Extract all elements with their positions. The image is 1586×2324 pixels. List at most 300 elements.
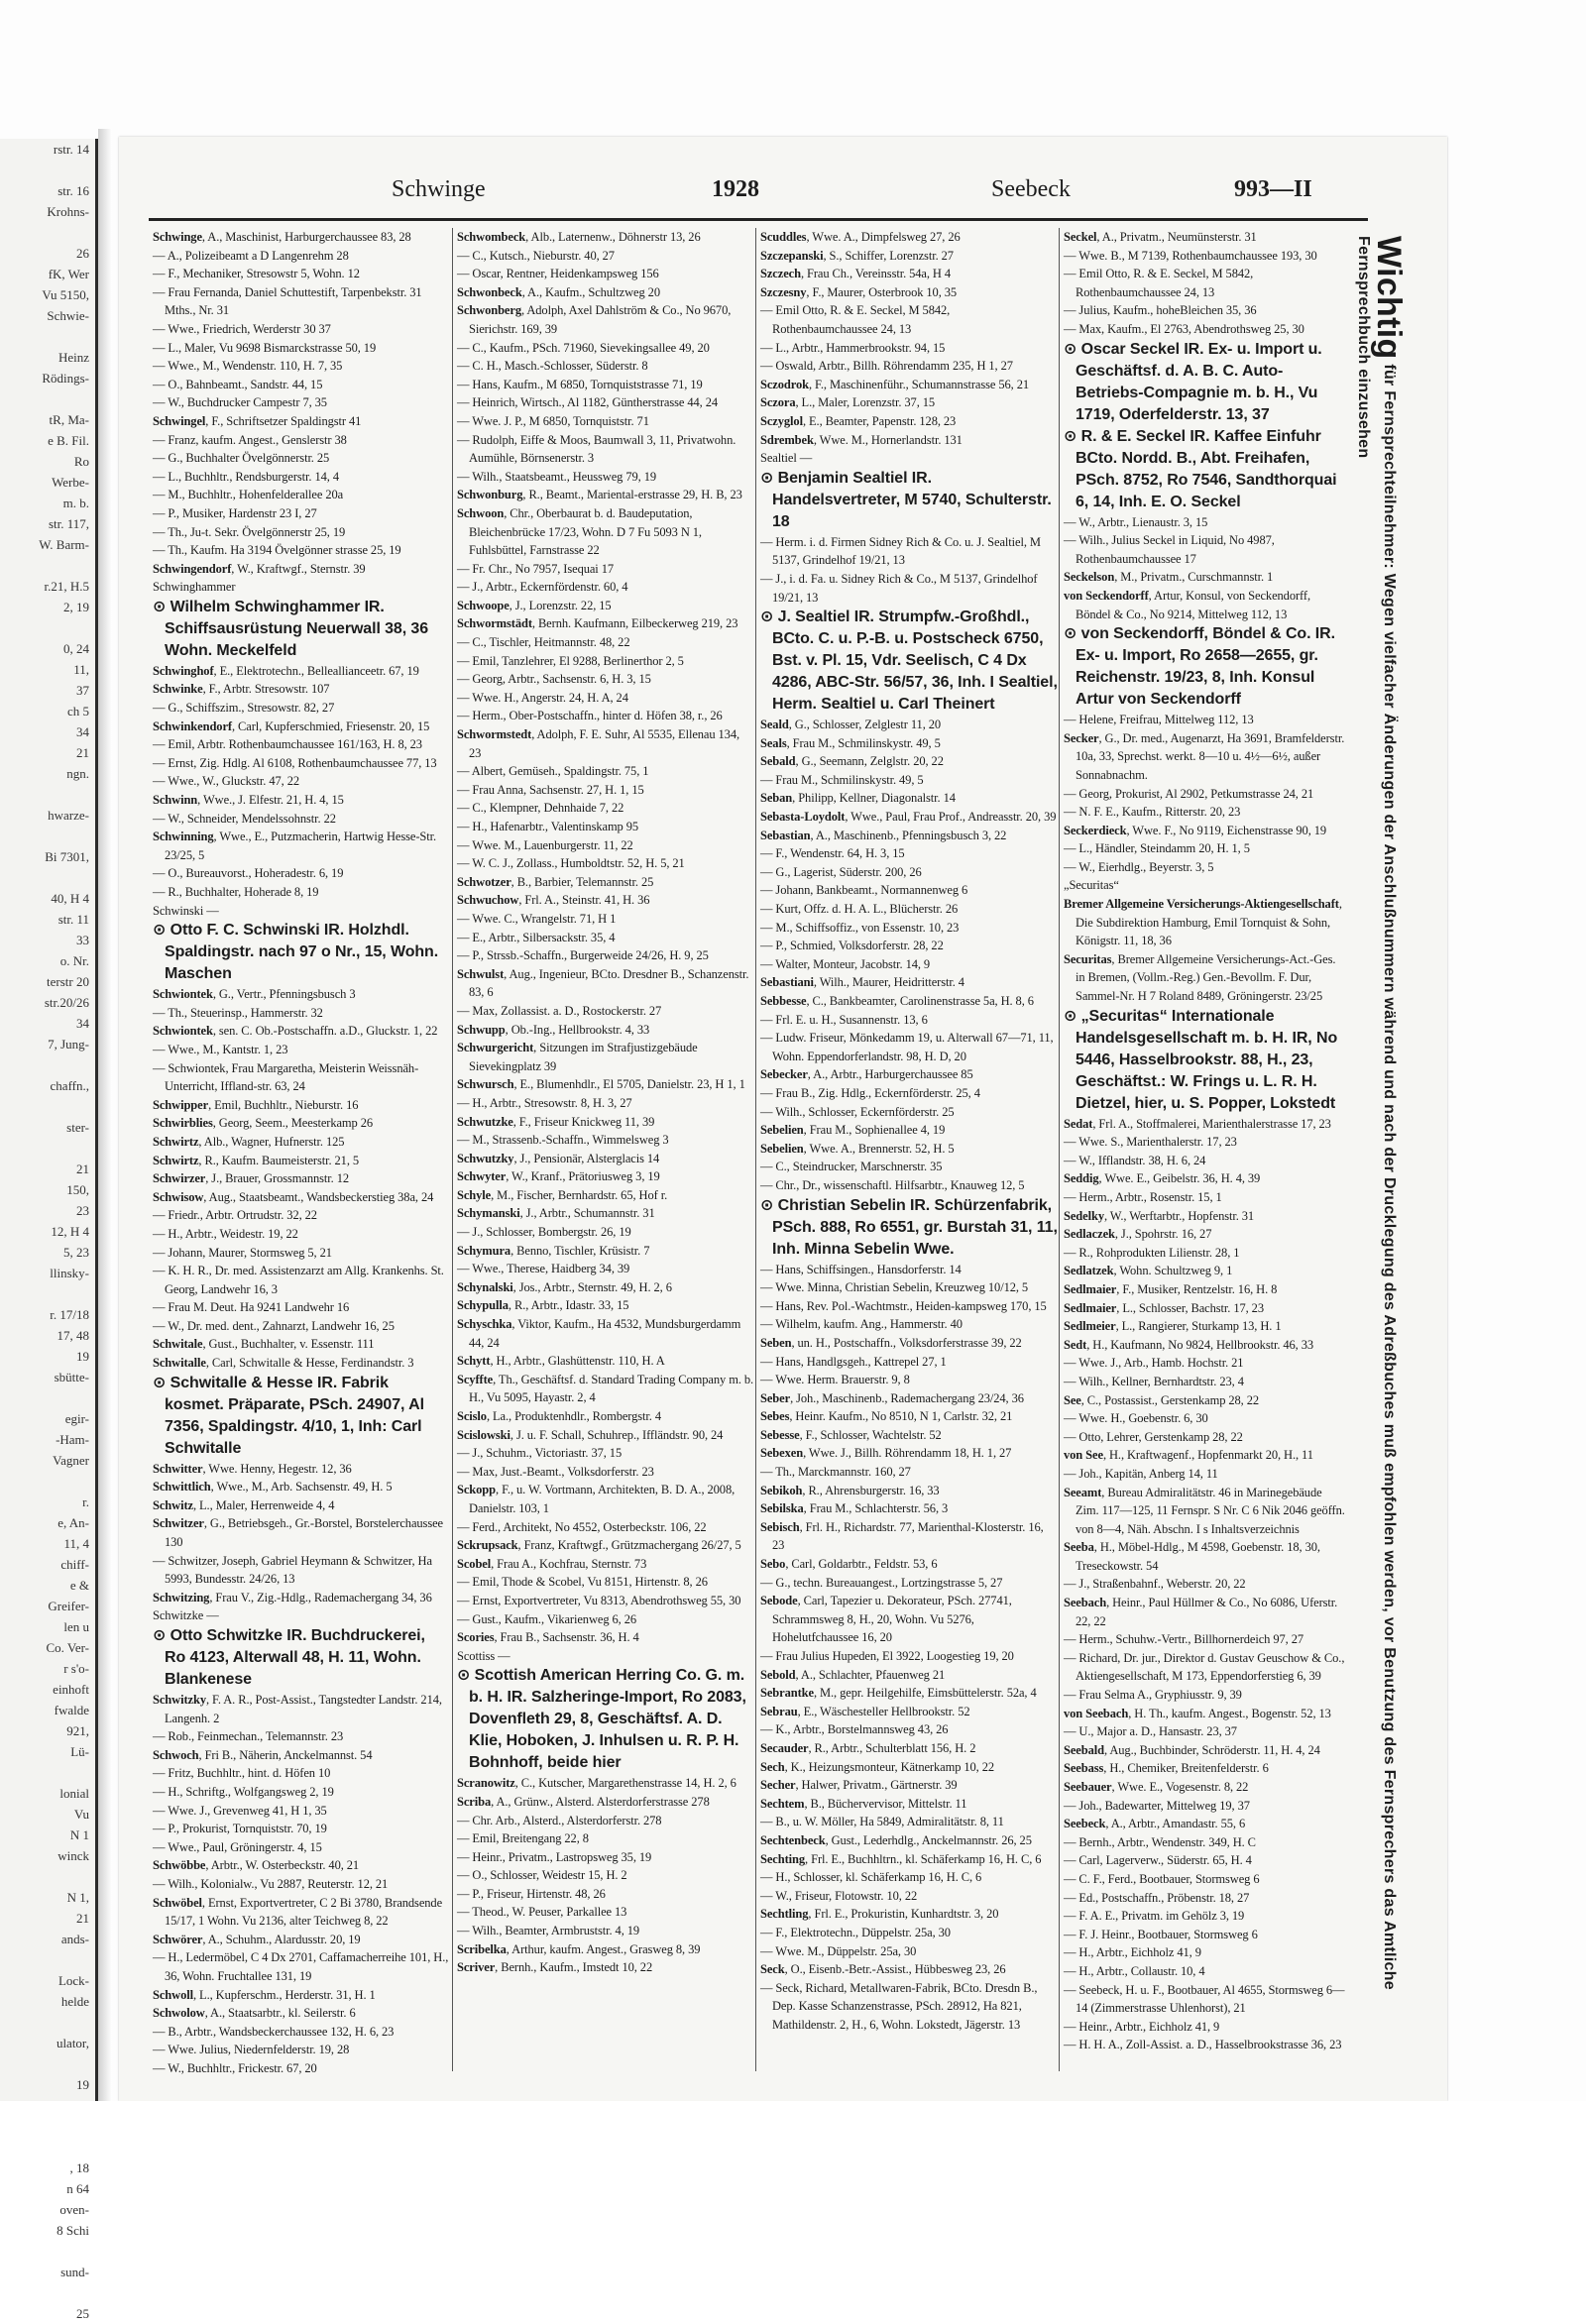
- directory-entry: — W., Buchdrucker Campestr 7, 35: [153, 395, 327, 410]
- directory-entry: — Wilh., Kellner, Bernhardtstr. 23, 4: [1064, 1374, 1244, 1388]
- directory-entry: — J., Schuhm., Victoriastr. 37, 15: [457, 1446, 623, 1461]
- directory-entry: — H., Arbtr., Stresowstr. 8, H. 3, 27: [457, 1095, 632, 1110]
- directory-entry: Schwirtz, R., Kaufm. Baumeisterstr. 21, 5: [153, 1153, 360, 1167]
- directory-entry: — Emil, Tanzlehrer, El 9288, Berlinerthor 2, 5: [457, 653, 684, 668]
- directory-entry: Sedlmaier, F., Musiker, Rentzelstr. 16, H. 8: [1064, 1281, 1278, 1296]
- prev-page-line: [0, 1387, 95, 1408]
- directory-entry: Seeba, H., Möbel-Hdlg., M 4598, Goebenstr. 18, 30, Treseckowstr. 54: [1064, 1540, 1320, 1573]
- directory-entry: Sebesse, F., Schlosser, Wachtelstr. 52: [760, 1427, 942, 1442]
- directory-entry: Schwitter, Wwe. Henny, Hegestr. 12, 36: [153, 1461, 352, 1476]
- directory-entry: Schwingel, F., Schriftsetzer Spaldingstr 41: [153, 413, 362, 428]
- prev-page-line: 8 Schi: [57, 2223, 89, 2238]
- directory-column-1: [153, 228, 450, 2075]
- directory-entry: — Georg, Arbtr., Sachsenstr. 6, H. 3, 15: [457, 672, 651, 687]
- prev-page-line: tR, Ma-: [49, 412, 89, 427]
- directory-entry: — Max, Zollassist. a. D., Rostockerstr. 27: [457, 1003, 662, 1018]
- directory-entry: Seebach, Heinr., Paul Hüllmer & Co., No 6086, Uferstr. 22, 22: [1064, 1596, 1338, 1628]
- directory-entry: Schwitalle, Carl, Schwitalle & Hesse, Ferdinandstr. 3: [153, 1356, 414, 1371]
- directory-entry: Szczech, Frau Ch., Vereinsstr. 54a, H 4: [760, 267, 952, 281]
- directory-entry: Sedat, Frl. A., Stoffmalerei, Marienthalerstrasse 17, 23: [1064, 1116, 1331, 1131]
- prev-page-line: [0, 1096, 95, 1117]
- directory-entry: — C., Kaufm., PSch. 71960, Sievekingsallee 49, 20: [457, 340, 710, 355]
- prev-page-line: Greifer-: [48, 1599, 89, 1613]
- directory-entry: — K., Arbtr., Borstelmannsweg 43, 26: [760, 1722, 949, 1737]
- directory-entry: — Hans, Rev. Pol.-Wachtmstr., Heiden-kampsweg 170, 15: [760, 1298, 1047, 1313]
- directory-entry: Schymanski, J., Arbtr., Schumannstr. 31: [457, 1206, 655, 1221]
- directory-entry: Sebold, A., Schlachter, Pfauenweg 21: [760, 1667, 946, 1682]
- prev-page-line: Co. Ver-: [46, 1640, 89, 1655]
- directory-entry: Scuddles, Wwe. A., Dimpfelsweg 27, 26: [760, 230, 961, 244]
- prev-page-line: str. 117,: [48, 516, 89, 531]
- directory-entry: Schwipper, Emil, Buchhltr., Nieburstr. 16: [153, 1097, 359, 1112]
- directory-entry: Seddig, Wwe. E., Geibelstr. 36, H. 4, 39: [1064, 1171, 1261, 1186]
- directory-entry: Sebastiani, Wilh., Maurer, Heidritterstr. 4: [760, 975, 964, 990]
- prev-page-line: r s'o-: [63, 1661, 89, 1676]
- directory-entry: — Wwe., W., Gluckstr. 47, 22: [153, 774, 300, 789]
- directory-entry: ⊙ J. Sealtiel IR. Strumpfw.-Großhdl., BCto. C. u. P.-B. u. Postscheck 6750, Bst. v. Pl. 15, Vdr. Seelisch, C 4 Dx 4286, ABC-Str. 56/57, 36, Inh. I Sealtiel, Herm. Sealtiel u. Carl Theinert: [760, 609, 1058, 714]
- prev-page-line: [0, 160, 95, 180]
- directory-entry: — Herm., Schuhw.-Vertr., Billhornerdeich 97, 27: [1064, 1632, 1304, 1647]
- directory-entry: — Wwe. J. P., M 6850, Tornquiststr. 71: [457, 413, 649, 428]
- directory-entry: — Wwe. S., Marienthalerstr. 17, 23: [1064, 1135, 1237, 1150]
- prev-page-line: [0, 222, 95, 243]
- directory-entry: — Bernh., Arbtr., Wendenstr. 349, H. C: [1064, 1834, 1256, 1849]
- directory-entry: — H., Arbtr., Weidestr. 19, 22: [153, 1226, 298, 1241]
- directory-entry: — E., Arbtr., Silbersackstr. 35, 4: [457, 930, 616, 944]
- prev-page-line: winck: [57, 1848, 89, 1863]
- directory-column-3: [755, 228, 1058, 2071]
- directory-entry: — Schwitzer, Joseph, Gabriel Heymann & Schwitzer, Ha 5993, Bundesstr. 24/26, 13: [153, 1553, 432, 1587]
- directory-entry: Sechting, Frl. E., Buchhltrn., kl. Schäferkamp 16, H. C, 6: [760, 1851, 1042, 1866]
- prev-page-line: e &: [69, 1578, 89, 1593]
- prev-page-line: Rödings-: [42, 371, 89, 386]
- directory-entry: Scislowski, J. u. F. Schall, Schuhrep., Iffländstr. 90, 24: [457, 1427, 724, 1442]
- directory-entry: — G., Buchhalter Övelgönnerstr. 25: [153, 451, 330, 466]
- directory-entry: — Joh., Badewarter, Mittelweg 19, 37: [1064, 1798, 1250, 1813]
- prev-page-line: fwalde: [54, 1703, 89, 1717]
- prev-page-line: -Ham-: [56, 1432, 89, 1447]
- directory-entry: See, C., Postassist., Gerstenkamp 28, 22: [1064, 1392, 1260, 1407]
- directory-entry: — J., Schlosser, Bombergstr. 26, 19: [457, 1225, 631, 1240]
- directory-entry: — Wwe. H., Angerstr. 24, H. A, 24: [457, 690, 628, 705]
- directory-entry: Scriba, A., Grünw., Alsterd. Alsterdorferstrasse 278: [457, 1794, 710, 1809]
- directory-entry: — Frau Julius Hupeden, El 3922, Loogestieg 19, 20: [760, 1649, 1014, 1663]
- directory-entry: Sebald, G., Seemann, Zelglstr. 20, 22: [760, 754, 944, 769]
- directory-entry: — P., Musiker, Hardenstr 23 I, 27: [153, 505, 317, 520]
- directory-entry: — O., Bahnbeamt., Sandstr. 44, 15: [153, 377, 323, 391]
- prev-page-line: o. Nr.: [59, 953, 89, 968]
- directory-entry: — Frau B., Zig. Hdlg., Eckernförderstr. 25, 4: [760, 1085, 980, 1100]
- directory-entry: Schwoch, Fri B., Näherin, Anckelmannst. 54: [153, 1747, 373, 1762]
- prev-page-line: ster-: [66, 1120, 89, 1135]
- directory-entry: Sdrembek, Wwe. M., Hornerlandstr. 131: [760, 432, 963, 447]
- directory-entry: ⊙ Christian Sebelin IR. Schürzenfabrik, PSch. 888, Ro 6551, gr. Burstah 31, 11, Inh. Minna Sebelin Wwe.: [760, 1196, 1058, 1258]
- prev-page-line: 34: [76, 724, 89, 739]
- directory-entry: Schyschka, Viktor, Kaufm., Ha 4532, Mundsburgerdamm 44, 24: [457, 1317, 741, 1350]
- directory-entry: Schwitale, Gust., Buchhalter, v. Essenstr. 111: [153, 1337, 375, 1352]
- prev-page-line: N 1: [69, 1827, 89, 1842]
- directory-entry: — Ed., Postschaffn., Pröbenstr. 18, 27: [1064, 1890, 1250, 1905]
- directory-entry: Sedt, H., Kaufmann, No 9824, Hellbrookstr. 46, 33: [1064, 1337, 1314, 1352]
- directory-entry: — L., Händler, Steindamm 20, H. 1, 5: [1064, 841, 1250, 856]
- directory-entry: ⊙ Otto F. C. Schwinski IR. Holzhdl. Spaldingstr. nach 97 o Nr., 15, Wohn. Maschen: [153, 922, 439, 983]
- directory-entry: ⊙ Scottish American Herring Co. G. m. b. H. IR. Salzheringe-Import, Ro 2083, Dovenfleth 29, 8, Geschäftsf. A. D. Klie, Hoboken, J. Inhulsen u. R. P. H. Bohnhoff, beide hier: [457, 1667, 746, 1772]
- directory-entry: — Seck, Richard, Metallwaren-Fabrik, BCto. Dresdn B., Dep. Kasse Schanzenstrasse, PSch. 28912, Ha 821, Mathildenstr. 2, H., 6, Wohn. Lokstedt, Jägerstr. 13: [760, 1980, 1038, 2032]
- directory-entry: — Frl. E. u. H., Susannenstr. 13, 6: [760, 1012, 928, 1027]
- directory-entry: — L., Maler, Vu 9698 Bismarckstrasse 50, 19: [153, 340, 377, 355]
- directory-entry: — Wwe., M., Wendenstr. 110, H. 7, 35: [153, 359, 343, 374]
- directory-entry: — Fritz, Buchhltr., hint. d. Höfen 10: [153, 1766, 331, 1781]
- directory-entry: — Wilh., Beamter, Armbruststr. 4, 19: [457, 1924, 640, 1938]
- prev-page-line: r.: [82, 1494, 89, 1509]
- directory-entry: — C., Steindrucker, Marschnerstr. 35: [760, 1160, 943, 1174]
- directory-entry: Schwuchow, Frl. A., Steinstr. 41, H. 36: [457, 893, 650, 908]
- prev-page-line: Krohns-: [47, 204, 89, 219]
- directory-entry: — H., Arbtr., Eichholz 41, 9: [1064, 1945, 1201, 1960]
- directory-entry: Schwöbbe, Arbtr., W. Osterbeckstr. 40, 21: [153, 1858, 360, 1873]
- directory-entry: Schwursch, E., Blumenhdlr., El 5705, Danielstr. 23, H 1, 1: [457, 1077, 745, 1092]
- directory-entry: — Julius, Kaufm., hoheBleichen 35, 36: [1064, 303, 1257, 318]
- prev-page-line: Werbe-: [52, 475, 89, 490]
- previous-page-edge: [0, 139, 98, 2321]
- directory-entry: ⊙ Oscar Seckel IR. Ex- u. Import u. Geschäftsf. d. A. B. C. Auto-Betriebs-Compagnie m. b. H., Vu 1719, Oderfelderstr. 13, 37: [1064, 340, 1322, 423]
- prev-page-line: [0, 617, 95, 638]
- directory-entry: Sebelien, Frau M., Sophienallee 4, 19: [760, 1123, 946, 1138]
- directory-entry: Schwinke, F., Arbtr. Stresowstr. 107: [153, 682, 330, 697]
- prev-page-line: Ro: [73, 454, 89, 469]
- prev-page-line: Lock-: [57, 1973, 89, 1988]
- directory-entry: Schwoope, J., Lorenzstr. 22, 15: [457, 598, 612, 612]
- directory-entry: Schwinghammer: [153, 580, 236, 595]
- directory-entry: Sechtenbeck, Gust., Lederhdlg., Anckelmannstr. 26, 25: [760, 1832, 1032, 1847]
- directory-entry: ⊙ von Seckendorff, Böndel & Co. IR. Ex- u. Import, Ro 2658—2655, gr. Reichenstr. 19/23, 8, Inh. Konsul Artur von Seckendorff: [1064, 625, 1335, 709]
- directory-entry: — Carl, Lagerverw., Süderstr. 65, H. 4: [1064, 1853, 1252, 1868]
- side-notice-text: für Fernsprechteilnehmer: Wegen vielfacher Änderungen der Anschlußnummern während und nach der Drucklegung des Adreßbuches muß empfohlen werden, vor Benutzung des Fernsprechers das Amtliche Fernsprechbuch einzusehen: [1355, 236, 1398, 1991]
- directory-entry: Seckel, A., Privatm., Neumünsterstr. 31: [1064, 230, 1257, 244]
- directory-entry: Securitas, Bremer Allgemeine Versicherungs-Act.-Ges. in Bremen, (Vollm.-Reg.) Gen.-Bevollm. F. Dur, Sammel-Nr. H 7 Roland 8489, Gröningerstr. 23/25: [1064, 951, 1336, 1004]
- prev-page-line: 23: [76, 1203, 89, 1218]
- directory-entry: Sebes, Heinr. Kaufm., No 8510, N 1, Carlstr. 32, 21: [760, 1409, 1013, 1424]
- directory-entry: Schwöbel, Ernst, Exportvertreter, C 2 Bi 3780, Brandsende 15/17, 1 Wohn. Vu 2136, alter Teichweg 8, 22: [153, 1895, 443, 1929]
- prev-page-line: [0, 1471, 95, 1492]
- directory-entry: Schwutzky, J., Pensionär, Alsterglacis 14: [457, 1151, 660, 1165]
- directory-entry: — H., Hafenarbtr., Valentinskamp 95: [457, 820, 639, 833]
- directory-entry: Seeamt, Bureau Admiralitätstr. 46 in Marinegebäude Zim. 117—125, 11 Fernspr. S Nr. C 6 Nik 2046 geöffn. von 8—4, Näh. Abschn. I s Inhaltsverzeichnis: [1064, 1485, 1345, 1536]
- directory-entry: — Max, Just.-Beamt., Volksdorferstr. 23: [457, 1464, 654, 1479]
- directory-entry: Schwurgericht, Sitzungen im Strafjustizgebäude Sievekingplatz 39: [457, 1041, 698, 1073]
- directory-entry: — Schwiontek, Frau Margaretha, Meisterin Weissnäh- Unterricht, Iffland-str. 63, 24: [153, 1060, 419, 1094]
- directory-entry: — Herm., Ober-Postschaffn., hinter d. Höfen 38, r., 26: [457, 709, 723, 723]
- prev-page-line: 25: [76, 2306, 89, 2321]
- directory-entry: Sebexen, Wwe. J., Billh. Röhrendamm 18, H. 1, 27: [760, 1446, 1012, 1461]
- directory-entry: Schwirtz, Alb., Wagner, Hufnerstr. 125: [153, 1134, 345, 1149]
- prev-page-line: 21: [76, 1911, 89, 1926]
- directory-entry: Schwonbeck, A., Kaufm., Schultzweg 20: [457, 284, 660, 299]
- directory-entry: Seckerdieck, Wwe. F., No 9119, Eichenstrasse 90, 19: [1064, 823, 1327, 837]
- directory-entry: Schynalski, Jos., Arbtr., Sternstr. 49, H. 2, 6: [457, 1279, 672, 1294]
- directory-entry: — Wwe. J., Grevenweg 41, H 1, 35: [153, 1803, 327, 1818]
- directory-entry: — J., Straßenbahnf., Weberstr. 20, 22: [1064, 1577, 1246, 1592]
- directory-entry: — Frau M., Schmilinskystr. 49, 5: [760, 772, 924, 787]
- prev-page-line: Vagner: [53, 1453, 89, 1468]
- directory-entry: — Wwe. Herm. Brauerstr. 9, 8: [760, 1373, 910, 1387]
- directory-entry: — Herm., Arbtr., Rosenstr. 15, 1: [1064, 1190, 1222, 1204]
- directory-entry: — O., Schlosser, Weidestr 15, H. 2: [457, 1868, 627, 1883]
- directory-entry: — H., Ledermöbel, C 4 Dx 2701, Caffamacherreihe 101, H., 36, Wohn. Fruchtallee 131, 19: [153, 1950, 449, 1983]
- directory-entry: — H. H. A., Zoll-Assist. a. D., Hasselbrookstrasse 36, 23: [1064, 2038, 1342, 2052]
- prev-page-line: [0, 1762, 95, 1783]
- prev-page-line: helde: [60, 1994, 89, 2009]
- directory-entry: — W., Eierhdlg., Beyerstr. 3, 5: [1064, 859, 1214, 874]
- directory-entry: — J., i. d. Fa. u. Sidney Rich & Co., M 5137, Grindelhof 19/21, 13: [760, 571, 1038, 605]
- prev-page-line: N 1,: [66, 1890, 89, 1905]
- directory-entry: Sedlmeier, L., Rangierer, Sturkamp 13, H. 1: [1064, 1319, 1282, 1334]
- directory-entry: — Wwe. J., Arb., Hamb. Hochstr. 21: [1064, 1356, 1244, 1371]
- directory-entry: Schwingendorf, W., Kraftwgf., Sternstr. 39: [153, 561, 366, 576]
- directory-entry: — Emil Otto, R. & E. Seckel, M 5842, Rothenbaumchaussee 24, 13: [760, 303, 951, 336]
- prev-page-line: 2, 19: [63, 600, 89, 614]
- prev-page-line: e, An-: [57, 1515, 89, 1530]
- directory-entry: — A., Polizeibeamt a D Langenrehm 28: [153, 248, 349, 263]
- directory-entry: Schwinski —: [153, 903, 219, 918]
- directory-entry: Schwitz, L., Maler, Herrenweide 4, 4: [153, 1497, 335, 1512]
- directory-entry: — Th., Steuerinsp., Hammerstr. 32: [153, 1005, 323, 1020]
- directory-entry: Schwormstedt, Adolph, F. E. Suhr, Al 5535, Ellenau 134, 23: [457, 727, 740, 760]
- directory-entry: Sechtling, Frl. E., Prokuristin, Kunhardtstr. 3, 20: [760, 1907, 999, 1922]
- prev-page-line: Bi 7301,: [45, 849, 89, 864]
- prev-page-line: str. 11: [57, 912, 89, 927]
- prev-page-line: llinsky-: [50, 1266, 89, 1280]
- directory-entry: — Otto, Lehrer, Gerstenkamp 28, 22: [1064, 1429, 1243, 1444]
- directory-entry: Schyle, M., Fischer, Bernhardstr. 65, Hof r.: [457, 1187, 668, 1202]
- prev-page-line: Vu: [73, 1807, 89, 1822]
- directory-entry: Schytt, H., Arbtr., Glashüttenstr. 110, H. A: [457, 1354, 665, 1369]
- directory-entry: Schwiontek, G., Vertr., Pfenningsbusch 3: [153, 987, 356, 1002]
- directory-entry: — M., Schiffsoffiz., von Essenstr. 10, 23: [760, 920, 960, 935]
- directory-entry: „Securitas“: [1064, 878, 1119, 893]
- directory-entry: — C. H., Masch.-Schlosser, Süderstr. 8: [457, 359, 648, 374]
- prev-page-line: [0, 2012, 95, 2033]
- directory-entry: — H., Schriftg., Wolfgangsweg 2, 19: [153, 1784, 334, 1799]
- directory-entry: — Rob., Feinmechan., Telemannstr. 23: [153, 1729, 344, 1744]
- directory-entry: ⊙ „Securitas“ Internationale Handelsgesellschaft m. b. H. IR, No 5446, Hasselbrookstr. 88, H., 23, Geschäftst.: W. Frings u. L. R. H. Dietzel, hier, u. S. Popper, Lokstedt: [1064, 1007, 1338, 1112]
- directory-entry: — L., Arbtr., Hammerbrookstr. 94, 15: [760, 340, 946, 355]
- directory-entry: — Ernst, Exportvertreter, Vu 8313, Abendrothsweg 55, 30: [457, 1593, 741, 1607]
- prev-page-line: str. 16: [57, 183, 89, 198]
- prev-page-line: [0, 1866, 95, 1887]
- page-header: [119, 176, 1447, 216]
- directory-entry: — C. F., Ferd., Bootbauer, Stormsweg 6: [1064, 1871, 1260, 1886]
- prev-page-line: ngn.: [66, 766, 89, 781]
- directory-entry: — Hans, Kaufm., M 6850, Tornquiststrasse 71, 19: [457, 377, 703, 391]
- directory-entry: Secher, Halwer, Privatm., Gärtnerstr. 39: [760, 1778, 958, 1793]
- directory-entry: — Heinrich, Wirtsch., Al 1182, Güntherstrasse 44, 24: [457, 395, 719, 410]
- directory-entry: — Emil, Thode & Scobel, Vu 8151, Hirtenstr. 8, 26: [457, 1575, 708, 1590]
- directory-entry: — P., Friseur, Hirtenstr. 48, 26: [457, 1886, 606, 1901]
- prev-page-line: [0, 1283, 95, 1304]
- directory-entry: ⊙ R. & E. Seckel IR. Kaffee Einfuhr BCto. Nordd. B., Abt. Freihafen, PSch. 8752, Ro 7546, Sandthorquai 6, 14, Inh. E. O. Seckel: [1064, 427, 1337, 510]
- directory-entry: — W., Friseur, Flotowstr. 10, 22: [760, 1888, 918, 1903]
- directory-entry: Schwörer, A., Schuhm., Alardusstr. 20, 19: [153, 1932, 361, 1946]
- directory-entry: — R., Buchhalter, Hoherade 8, 19: [153, 885, 319, 899]
- directory-entry: — Wwe. M., Düppelstr. 25a, 30: [760, 1943, 917, 1958]
- directory-entry: — C., Klempner, Dehnhaide 7, 22: [457, 801, 624, 816]
- prev-page-line: [0, 2053, 95, 2074]
- directory-entry: Scories, Frau B., Sachsenstr. 36, H. 4: [457, 1630, 639, 1645]
- directory-entry: — Chr. Arb., Alsterd., Alsterdorferstr. 278: [457, 1813, 662, 1827]
- directory-entry: von Seebach, H. Th., kaufm. Angest., Bogenstr. 52, 13: [1064, 1706, 1331, 1720]
- directory-entry: — Wilh., Kolonialw., Vu 2887, Reuterstr. 12, 21: [153, 1876, 389, 1891]
- directory-entry: — N. F. E., Kaufm., Ritterstr. 20, 23: [1064, 805, 1241, 820]
- directory-entry: — R., Rohprodukten Lilienstr. 28, 1: [1064, 1245, 1240, 1260]
- prev-page-line: Lü-: [70, 1744, 89, 1759]
- directory-entry: — L., Buchhltr., Rendsburgerstr. 14, 4: [153, 469, 339, 484]
- directory-entry: Schwisow, Aug., Staatsbeamt., Wandsbeckerstieg 38a, 24: [153, 1189, 434, 1204]
- directory-page: [119, 137, 1447, 2101]
- scan-bottom-margin: [0, 2101, 1586, 2158]
- directory-entry: — Wwe., Therese, Haidberg 34, 39: [457, 1262, 630, 1276]
- prev-page-line: einhoft: [53, 1682, 89, 1697]
- directory-entry: von See, H., Kraftwagenf., Hopfenmarkt 20, H., 11: [1064, 1448, 1313, 1463]
- directory-entry: Szczesny, F., Maurer, Osterbrook 10, 35: [760, 284, 958, 299]
- directory-entry: — F., Elektrotechn., Düppelstr. 25a, 30: [760, 1925, 951, 1939]
- prev-page-line: e B. Fil.: [48, 433, 89, 448]
- directory-entry: — Heinr., Privatm., Lastropsweg 35, 19: [457, 1849, 652, 1864]
- directory-column-4: [1059, 228, 1345, 2071]
- prev-page-line: terstr 20: [47, 974, 89, 989]
- directory-entry: — F., Mechaniker, Stresowstr 5, Wohn. 12: [153, 267, 360, 281]
- directory-entry: Seals, Frau M., Schmilinskystr. 49, 5: [760, 735, 941, 750]
- directory-entry: Schwitzing, Frau V., Zig.-Hdlg., Rademachergang 34, 36: [153, 1590, 432, 1605]
- prev-page-line: lonial: [59, 1786, 89, 1801]
- directory-entry: — G., Lagerist, Süderstr. 200, 26: [760, 864, 922, 879]
- directory-entry: Szczepanski, S., Schiffer, Lorenzstr. 27: [760, 248, 954, 263]
- directory-entry: Sebrau, E., Wäschesteller Hellbrookstr. 52: [760, 1704, 970, 1718]
- directory-entry: Scottiss —: [457, 1648, 510, 1663]
- prev-page-line: [0, 2282, 95, 2303]
- directory-entry: — Franz, kaufm. Angest., Genslerstr 38: [153, 432, 347, 447]
- prev-page-line: [0, 826, 95, 846]
- page-gutter: [98, 129, 112, 2101]
- directory-entry: — H., Schlosser, kl. Schäferkamp 16, H. C, 6: [760, 1870, 982, 1885]
- directory-entry: Schwinge, A., Maschinist, Harburgerchaussee 83, 28: [153, 230, 411, 244]
- directory-entry: — G., Schiffszim., Stresowstr. 82, 27: [153, 701, 335, 716]
- prev-page-line: [0, 1138, 95, 1159]
- directory-entry: Schypulla, R., Arbtr., Idastr. 33, 15: [457, 1298, 629, 1313]
- directory-entry: ⊙ Otto Schwitzke IR. Buchdruckerei, Ro 4123, Alterwall 48, H. 11, Wohn. Blankenese: [153, 1627, 425, 1688]
- prev-page-line: 7, Jung-: [48, 1037, 89, 1051]
- prev-page-line: 11,: [73, 662, 89, 677]
- directory-entry: Schwupp, Ob.-Ing., Hellbrookstr. 4, 33: [457, 1022, 650, 1037]
- directory-entry: — Richard, Dr. jur., Direktor d. Gustav Geuschow & Co., Aktiengesellschaft, M 173, Eppendorferstieg 6, 39: [1064, 1650, 1345, 1684]
- directory-entry: — Wilhelm, kaufm. Ang., Hammerstr. 40: [760, 1317, 963, 1332]
- directory-entry: — P., Strssb.-Schaffn., Burgerweide 24/26, H. 9, 25: [457, 948, 709, 963]
- directory-entry: — Georg, Prokurist, Al 2902, Petkumstrasse 24, 21: [1064, 786, 1314, 801]
- prev-page-line: [0, 2241, 95, 2262]
- directory-entry: — B., Arbtr., Wandsbeckerchaussee 132, H. 6, 23: [153, 2024, 395, 2039]
- prev-page-line: [0, 555, 95, 576]
- directory-entry: Schwoon, Chr., Oberbaurat b. d. Baudeputation, Bleichenbrücke 17/23, Wohn. D 7 Fu 5093 N 1, Fuhlsbüttel, Farnstrasse 22: [457, 505, 702, 558]
- prev-page-line: 34: [76, 1016, 89, 1031]
- prev-page-line: rstr. 14: [53, 142, 89, 157]
- directory-entry: Scribelka, Arthur, kaufm. Angest., Grasweg 8, 39: [457, 1941, 701, 1956]
- prev-page-line: n 64: [66, 2181, 89, 2196]
- directory-entry: Sebelien, Wwe. A., Brennerstr. 52, H. 5: [760, 1141, 955, 1156]
- directory-entry: Schymura, Benno, Tischler, Krüsistr. 7: [457, 1243, 650, 1258]
- prev-page-line: [0, 784, 95, 805]
- directory-entry: Sebisch, Frl. H., Richardstr. 77, Marienthal-Klosterstr. 16, 23: [760, 1519, 1044, 1553]
- directory-entry: — Fr. Chr., No 7957, Isequai 17: [457, 561, 615, 576]
- prev-page-line: chaffn.,: [50, 1078, 89, 1093]
- directory-entry: — W., Dr. med. dent., Zahnarzt, Landwehr 16, 25: [153, 1318, 395, 1333]
- prev-page-line: 33: [76, 933, 89, 947]
- directory-entry: Schwoll, L., Kupferschm., Herderstr. 31, H. 1: [153, 1987, 376, 2002]
- prev-page-line: 11, 4: [63, 1536, 89, 1551]
- directory-entry: — O., Bureauvorst., Hoheradestr. 6, 19: [153, 866, 344, 881]
- directory-entry: Schwinghof, E., Elektrotechn., Belleallianceetr. 67, 19: [153, 663, 419, 678]
- directory-entry: — G., techn. Bureauangest., Lortzingstrasse 5, 27: [760, 1575, 1003, 1590]
- directory-entry: — Wilh., Julius Seckel in Liquid, No 4987, Rothenbaumchaussee 17: [1064, 533, 1275, 566]
- prev-page-line: Heinz: [57, 350, 89, 365]
- directory-entry: Schwitzke —: [153, 1608, 219, 1623]
- prev-page-line: [0, 388, 95, 409]
- directory-entry: — W., Arbtr., Lienaustr. 3, 15: [1064, 514, 1208, 529]
- directory-entry: Schwinn, Wwe., J. Elfestr. 21, H. 4, 15: [153, 793, 344, 808]
- directory-entry: Sedlaczek, J., Spohrstr. 16, 27: [1064, 1227, 1212, 1242]
- directory-entry: ⊙ Benjamin Sealtiel IR. Handelsvertreter, M 5740, Schulterstr. 18: [760, 469, 1052, 530]
- directory-entry: Schwolow, A., Staatsarbtr., kl. Seilerstr. 6: [153, 2006, 356, 2021]
- directory-entry: — K. H. R., Dr. med. Assistenzarzt am Allg. Krankenhs. St. Georg, Landwehr 16, 3: [153, 1264, 444, 1296]
- directory-entry: — W., Schneider, Mendelssohnstr. 22: [153, 811, 336, 826]
- directory-entry: — Rudolph, Eiffe & Moos, Baumwall 3, 11, Privatwohn. Aumühle, Börnsenerstr. 3: [457, 432, 736, 466]
- directory-entry: Sczodrok, F., Maschinenführ., Schumannstrasse 56, 21: [760, 377, 1029, 391]
- directory-entry: — Th., Marckmannstr. 160, 27: [760, 1465, 911, 1480]
- prev-page-line: Schwie-: [47, 308, 89, 323]
- directory-entry: — Wwe. H., Goebenstr. 6, 30: [1064, 1411, 1208, 1426]
- directory-entry: Scranowitz, C., Kutscher, Margarethenstrasse 14, H. 2, 6: [457, 1776, 736, 1791]
- directory-entry: Sebastian, A., Maschinenb., Pfenningsbusch 3, 22: [760, 828, 1007, 842]
- prev-page-line: 19: [76, 2077, 89, 2092]
- directory-entry: Sealtiel —: [760, 451, 813, 466]
- prev-page-line: Vu 5150,: [42, 287, 89, 302]
- directory-entry: — Wwe. B., M 7139, Rothenbaumchaussee 193, 30: [1064, 248, 1317, 263]
- directory-entry: Secauder, R., Arbtr., Schulterblatt 156, H. 2: [760, 1740, 976, 1755]
- directory-entry: — Joh., Kapitän, Anberg 14, 11: [1064, 1466, 1218, 1481]
- directory-entry: — Wwe. Julius, Niedernfelderstr. 19, 28: [153, 2043, 350, 2057]
- directory-entry: Bremer Allgemeine Versicherungs-Aktiengesellschaft, Die Subdirektion Hamburg, Emil Tornquist & Sohn, Königstr. 11, 18, 36: [1064, 897, 1342, 948]
- directory-entry: — Ernst, Zig. Hdlg. Al 6108, Rothenbaumchaussee 77, 13: [153, 755, 437, 770]
- side-notice-heading: Wichtig: [1370, 236, 1408, 360]
- directory-entry: Schwinkendorf, Carl, Kupferschmied, Friesenstr. 20, 15: [153, 719, 430, 733]
- directory-entry: — H., Arbtr., Collaustr. 10, 4: [1064, 1963, 1205, 1978]
- prev-page-line: chiff-: [60, 1557, 89, 1572]
- directory-entry: — Emil, Arbtr. Rothenbaumchaussee 161/163, H. 8, 23: [153, 737, 422, 752]
- directory-entry: Sebecker, A., Arbtr., Harburgerchaussee 85: [760, 1067, 973, 1082]
- prev-page-line: [0, 1054, 95, 1075]
- directory-entry: — Hans, Schiffsingen., Hansdorferstr. 14: [760, 1262, 962, 1276]
- directory-entry: Seebald, Aug., Buchbinder, Schröderstr. 11, H. 4, 24: [1064, 1742, 1320, 1757]
- prev-page-line: sund-: [60, 2265, 89, 2279]
- prev-page-line: oven-: [59, 2202, 89, 2217]
- header-last-entry: Seebeck: [991, 176, 1071, 202]
- side-notice: [1346, 236, 1441, 2079]
- prev-page-line: [0, 1949, 95, 1970]
- header-year: 1928: [712, 176, 759, 202]
- directory-entry: — Frau Fernanda, Daniel Schuttestift, Tarpenbekstr. 31 Mths., Nr. 31: [153, 284, 422, 318]
- directory-entry: — M., Buchhltr., Hohenfelderallee 20a: [153, 488, 344, 502]
- directory-entry: — Emil, Breitengang 22, 8: [457, 1831, 589, 1846]
- directory-entry: Schwombeck, Alb., Laternenw., Döhnerstr 13, 26: [457, 230, 701, 244]
